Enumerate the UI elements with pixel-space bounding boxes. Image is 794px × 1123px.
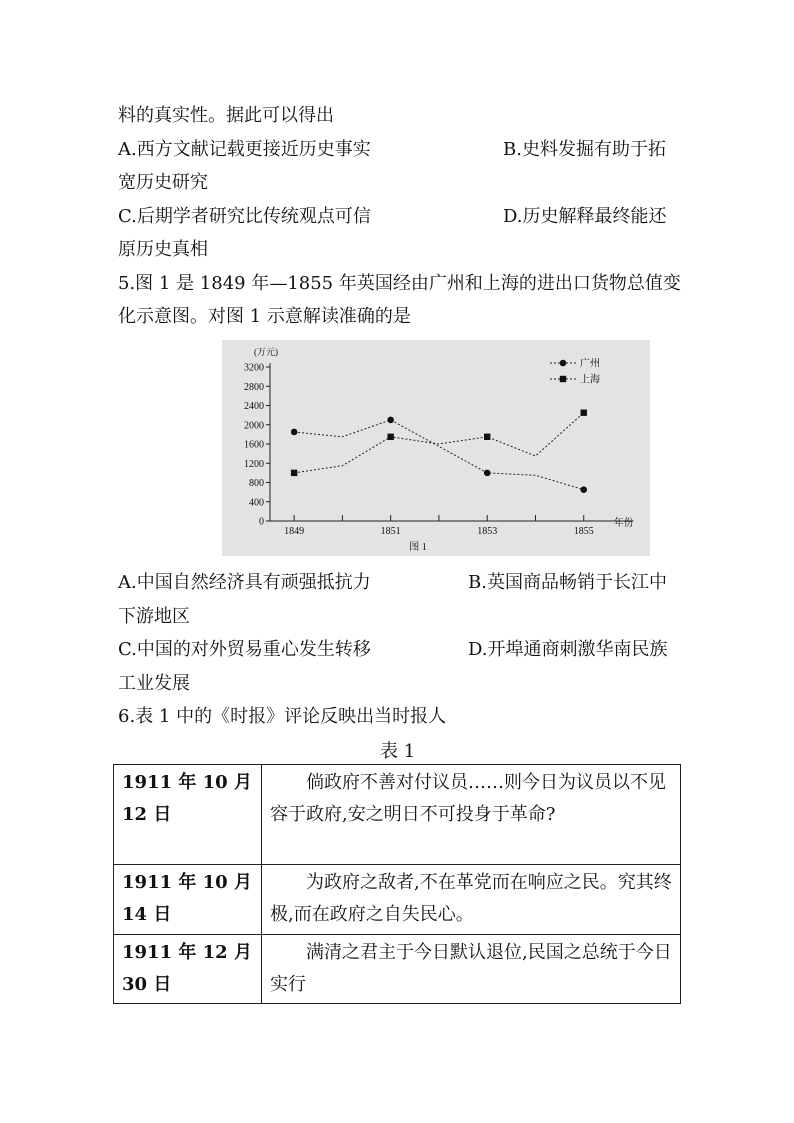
y-tick-label: 0 <box>259 516 264 528</box>
q4-option-c: C.后期学者研究比传统观点可信 <box>118 206 371 227</box>
table-cell-text: 满清之君主于今日默认退位,民国之总统于今日实行 <box>262 935 681 1004</box>
x-tick-label: 1853 <box>477 526 498 537</box>
legend-label: 上海 <box>580 374 600 386</box>
x-tick-label: 1849 <box>284 526 305 537</box>
chart-svg <box>222 340 650 556</box>
y-tick-label: 2800 <box>244 381 264 393</box>
table-cell-date: 1911 年 12 月 30 日 <box>114 935 262 1004</box>
legend-label: 广州 <box>580 358 600 370</box>
data-point <box>291 429 298 436</box>
q5-option-c: C.中国的对外贸易重心发生转移 <box>118 639 371 660</box>
q5-option-b: B.英国商品畅销于长江中 <box>468 572 667 593</box>
table-cell-text: 倘政府不善对付议员……则今日为议员以不见容于政府,安之明日不可投身于革命? <box>262 765 681 865</box>
x-axis-label: 年份 <box>613 518 634 529</box>
data-point <box>580 486 587 493</box>
data-point <box>387 417 394 424</box>
x-tick-label: 1855 <box>573 526 594 537</box>
y-axis-label: (万元) <box>254 347 278 357</box>
q4-option-b: B.史料发掘有助于拓 <box>503 139 666 160</box>
y-tick-label: 2000 <box>244 420 264 432</box>
table-cell-date: 1911 年 10 月 14 日 <box>114 865 262 935</box>
q5-stem-line1: 5.图 1 是 1849 年—1855 年英国经由广州和上海的进出口货物总值变 <box>118 273 681 294</box>
q4-option-a: A.西方文献记载更接近历史事实 <box>118 139 371 160</box>
q5-stem-line2: 化示意图。对图 1 示意解读准确的是 <box>118 306 411 327</box>
y-tick-label: 2400 <box>244 401 264 412</box>
y-tick-label: 3200 <box>244 362 264 374</box>
legend-marker <box>560 360 567 367</box>
q4-continuation: 料的真实性。据此可以得出 <box>118 105 334 126</box>
data-point <box>484 434 490 440</box>
table-1 <box>113 764 681 1004</box>
q5-option-a: A.中国自然经济具有顽强抵抗力 <box>118 572 371 593</box>
data-point <box>484 470 491 477</box>
series-line-1 <box>294 413 584 473</box>
q4-option-d-cont: 原历史真相 <box>118 239 208 260</box>
table-cell-date: 1911 年 10 月 12 日 <box>114 765 262 865</box>
data-point <box>387 434 393 440</box>
y-tick-label: 400 <box>249 497 264 509</box>
table-row <box>114 765 681 865</box>
data-point <box>581 410 587 416</box>
figure-1-chart <box>222 340 650 556</box>
data-point <box>291 470 297 476</box>
q6-stem: 6.表 1 中的《时报》评论反映出当时报人 <box>118 706 447 727</box>
table-title: 表 1 <box>380 741 416 762</box>
y-tick-label: 1600 <box>244 439 264 451</box>
q5-option-d-cont: 工业发展 <box>118 673 190 694</box>
y-tick-label: 800 <box>249 478 264 489</box>
x-tick-label: 1851 <box>380 526 401 537</box>
table-cell-text: 为政府之敌者,不在革党而在响应之民。究其终极,而在政府之自失民心。 <box>262 865 681 935</box>
q5-option-b-cont: 下游地区 <box>118 606 190 627</box>
chart-title: 图 1 <box>409 542 427 553</box>
series-line-0 <box>294 420 584 490</box>
y-tick-label: 1200 <box>244 458 264 470</box>
q5-option-d: D.开埠通商刺激华南民族 <box>468 639 668 660</box>
table-row <box>114 865 681 935</box>
table-row <box>114 935 681 1004</box>
q4-option-d: D.历史解释最终能还 <box>503 206 667 227</box>
legend-marker <box>560 376 566 382</box>
q4-option-b-cont: 宽历史研究 <box>118 172 208 193</box>
